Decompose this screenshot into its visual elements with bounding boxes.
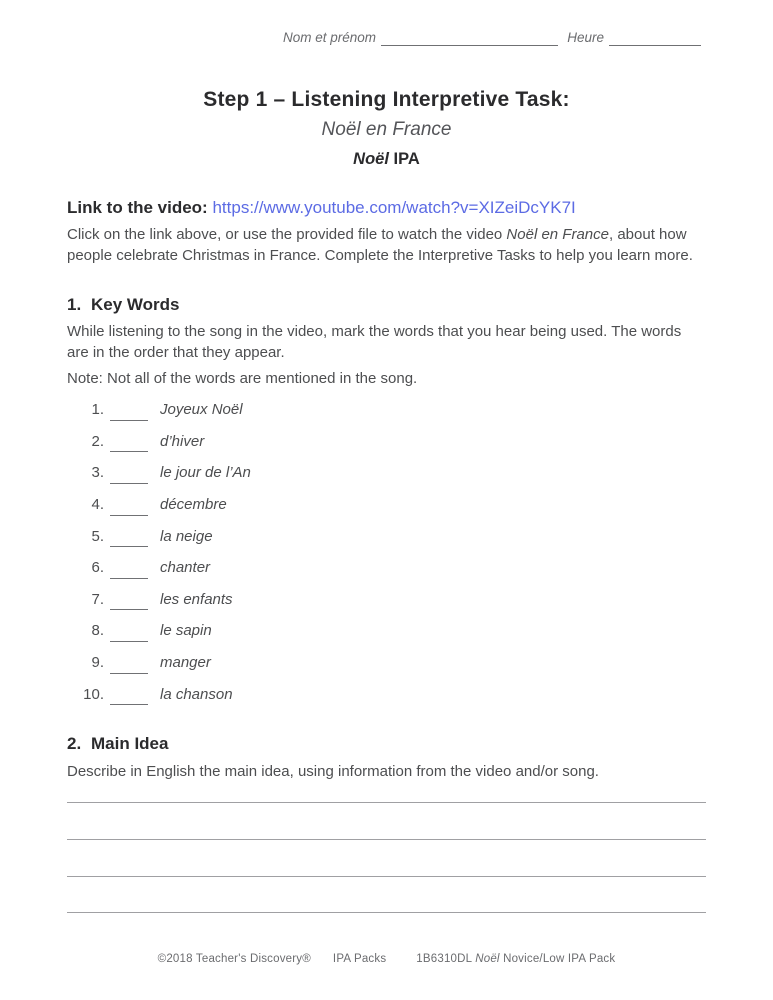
page-title: Step 1 – Listening Interpretive Task:: [203, 88, 570, 111]
name-blank-line[interactable]: [381, 30, 558, 46]
title-block: [0, 88, 773, 169]
video-desc-pre: Click on the link above, or use the provided file to watch the video: [67, 226, 507, 243]
footer-product-rest: Novice/Low IPA Pack: [499, 953, 616, 965]
page-subtitle: Noël en France: [321, 119, 452, 140]
answer-line[interactable]: [67, 876, 706, 913]
footer-product: [416, 953, 615, 965]
answer-line[interactable]: [67, 839, 706, 876]
page-footer: [0, 953, 773, 965]
key-word-number: 8.: [91, 622, 104, 640]
answer-line[interactable]: [67, 802, 706, 839]
key-word-row: [67, 520, 706, 552]
key-word-row: [67, 552, 706, 584]
key-word-label: le jour de l’An: [160, 464, 251, 482]
key-word-label: décembre: [160, 496, 227, 514]
key-word-label: les enfants: [160, 590, 233, 608]
key-word-blank[interactable]: [110, 628, 148, 642]
key-word-blank[interactable]: [110, 502, 148, 516]
section2-number: 2.: [67, 734, 82, 753]
footer-product-title: Noël: [475, 953, 500, 965]
section1-number: 1.: [67, 295, 82, 314]
key-word-number: 9.: [91, 654, 104, 672]
key-word-number: 6.: [91, 559, 104, 577]
section2-title: Main Idea: [91, 734, 169, 753]
key-word-row: [67, 457, 706, 489]
section1-title: Key Words: [91, 295, 180, 314]
key-word-label: la chanson: [160, 685, 233, 703]
video-desc-post: , about how people celebrate Christmas in France. Complete the Interpretive Tasks to help you learn more.: [67, 226, 693, 264]
key-word-label: la neige: [160, 527, 213, 545]
answer-lines: [67, 802, 706, 949]
key-word-row: [67, 489, 706, 521]
key-word-row: [67, 615, 706, 647]
ipa-title-italic: Noël: [353, 150, 389, 168]
key-word-number: 1.: [91, 401, 104, 419]
video-description: [67, 225, 706, 266]
section1-heading: [67, 295, 706, 315]
key-words-list: [67, 394, 706, 710]
key-word-number: 7.: [91, 590, 104, 608]
key-word-blank[interactable]: [110, 660, 148, 674]
footer-product-code: 1B6310DL: [416, 953, 472, 965]
answer-line[interactable]: [67, 912, 706, 949]
video-link-label: Link to the video:: [67, 198, 208, 217]
video-desc-title: Noël en France: [506, 226, 609, 243]
hour-label: Heure: [567, 30, 604, 45]
key-word-blank[interactable]: [110, 596, 148, 610]
key-word-row: [67, 647, 706, 679]
section1-note: Note: Not all of the words are mentioned in the song.: [67, 370, 418, 387]
key-word-number: 2.: [91, 432, 104, 450]
key-word-number: 4.: [91, 496, 104, 514]
key-word-row: [67, 584, 706, 616]
section2-heading: [67, 734, 706, 754]
key-word-number: 10.: [83, 685, 104, 703]
key-word-number: 5.: [91, 527, 104, 545]
key-word-blank[interactable]: [110, 533, 148, 547]
key-word-label: chanter: [160, 559, 211, 577]
ipa-title: [0, 150, 773, 169]
key-word-blank[interactable]: [110, 691, 148, 705]
footer-series: IPA Packs: [332, 953, 387, 965]
key-word-label: Joyeux Noël: [160, 401, 243, 419]
key-word-blank[interactable]: [110, 438, 148, 452]
section1-instructions: While listening to the song in the video, mark the words that you hear being used. The words are in the order that they appear.: [67, 323, 682, 361]
key-word-label: le sapin: [160, 622, 212, 640]
ipa-title-rest: IPA: [388, 150, 420, 168]
key-word-row: [67, 426, 706, 458]
name-hour-header: [283, 30, 701, 46]
video-link-row: [67, 198, 706, 218]
key-word-blank[interactable]: [110, 407, 148, 421]
key-word-row: [67, 678, 706, 710]
key-word-blank[interactable]: [110, 565, 148, 579]
key-word-label: manger: [160, 654, 211, 672]
key-word-blank[interactable]: [110, 470, 148, 484]
section2-instructions: Describe in English the main idea, using information from the video and/or song.: [67, 763, 599, 780]
key-word-label: d’hiver: [160, 432, 205, 450]
key-word-row: [67, 394, 706, 426]
key-word-number: 3.: [91, 464, 104, 482]
name-label: Nom et prénom: [283, 30, 377, 45]
video-link[interactable]: https://www.youtube.com/watch?v=XIZeiDcYK7I: [212, 198, 576, 217]
hour-blank-line[interactable]: [609, 30, 701, 46]
footer-copyright: ©2018 Teacher's Discovery®: [157, 953, 311, 965]
